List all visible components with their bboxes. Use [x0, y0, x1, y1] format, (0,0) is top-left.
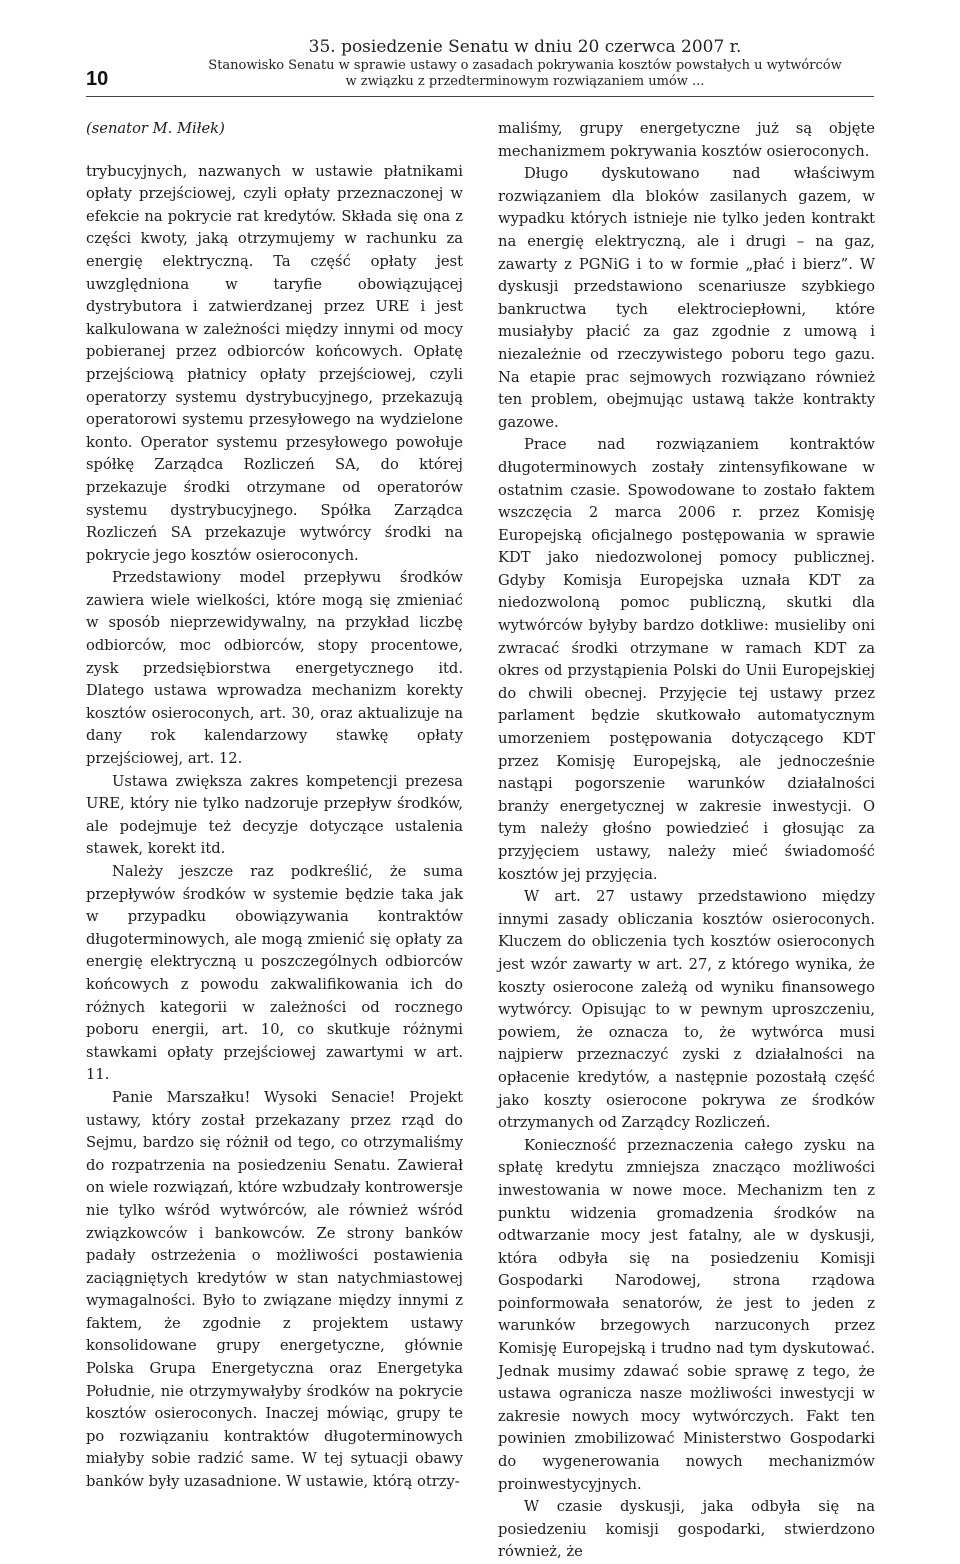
paragraph: Prace nad rozwiązaniem kontraktów długoterminowych zostały zintensyfikowane w ostatnim czasie. Spowodowane to zostało faktem wszczęcia 2 marca 2006 r. przez Komisję Europejską oficjalnego postępowania w sprawie KDT jako niedozwolonej pomocy publicznej. Gdyby Komisja Europejska uznała KDT za niedozwoloną pomoc publiczną, skutki dla wytwórców byłyby bardzo dotkliwe: musieliby oni zwracać środki otrzymane w ramach KDT za okres od przystąpienia Polski do Unii Europejskiej do chwili obecnej. Przyjęcie tej ustawy przez parlament będzie skutkowało automatycznym umorzeniem postępowania dotyczącego KDT przez Komisję Europejską, ale jednocześnie nastąpi pogorszenie warunków działalności branży energetycznej w zakresie inwestycji. O tym należy głośno powiedzieć i głosując za przyjęciem ustawy, należy mieć świadomość kosztów jej przyjęcia.	[498, 436, 875, 883]
speaker-label: (senator M. Miłek)	[86, 120, 225, 137]
paragraph: trybucyjnych, nazwanych w ustawie płatnikami opłaty przejściowej, czyli opłaty przeznaczonej w efekcie na pokrycie rat kredytów. Składa się ona z części kwoty, jaką otrzymujemy w rachunku za energię elektryczną. Ta część opłaty jest uwzględniona w taryfie obowiązującej dystrybutora i zatwierdzanej przez URE i jest kalkulowana w zależności między innymi od mocy pobieranej przez odbiorców końcowych. Opłatę przejściową płatnicy opłaty przejściowej, czyli operatorzy systemu dystrybucyjnego, przekazują operatorowi systemu przesyłowego na wydzielone konto. Operator systemu przesyłowego powołuje spółkę Zarządca Rozliczeń SA, do której przekazuje środki otrzymane od operatorów systemu dystrybucyjnego. Spółka Zarządca Rozliczeń SA przekazuje wytwórcy środki na pokrycie jego kosztów osieroconych.	[86, 162, 463, 564]
paragraph: Przedstawiony model przepływu środków zawiera wiele wielkości, które mogą się zmieniać w sposób nieprzewidywalny, na przykład liczbę odbiorców, moc odbiorców, stopy procentowe, zysk przedsiębiorstwa energetycznego itd. Dlatego ustawa wprowadza mechanizm korekty kosztów osieroconych, art. 30, oraz aktualizuje na dany rok kalendarzowy stawkę opłaty przejściowej, art. 12.	[86, 569, 463, 768]
paragraph: Długo dyskutowano nad właściwym rozwiązaniem dla bloków zasilanych gazem, w wypadku których istnieje nie tylko jeden kontrakt na energię elektryczną, ale i drugi – na gaz, zawarty z PGNiG i to w formie „płać i bierz”. W dyskusji przedstawiono scenariusze szybkiego bankructwa tych elektrociepłowni, które musiałyby płacić za gaz zgodnie z umową i niezależnie od rzeczywistego poboru tego gazu. Na etapie prac sejmowych rozwiązano również ten problem, obejmując ustawą także kontrakty gazowe.	[498, 165, 875, 431]
paragraph: Należy jeszcze raz podkreślić, że suma przepływów środków w systemie będzie taka jak w przypadku obowiązywania kontraktów długoterminowych, ale mogą zmienić się opłaty za energię elektryczną u poszczególnych odbiorców końcowych z powodu zakwalifikowania ich do różnych kategorii w zależności od rocznego poboru energii, art. 10, co skutkuje różnymi stawkami opłaty przejściowej zawartymi w art. 11.	[86, 863, 463, 1084]
header-subtitle-line2: w związku z przedterminowym rozwiązaniem umów ...	[345, 74, 705, 89]
paragraph: Panie Marszałku! Wysoki Senacie! Projekt ustawy, który został przekazany przez rząd do Sejmu, bardzo się różnił od tego, co otrzymaliśmy do rozpatrzenia na posiedzeniu Senatu. Zawierał on wiele rozwiązań, które wzbudzały kontrowersje nie tylko wśród wytwórców, ale również wśród związkowców i bankowców. Ze strony banków padały ostrzeżenia o możliwości postawienia zaciągniętych kredytów w stan natychmiastowej wymagalności. Było to związane między innymi z faktem, że zgodnie z projektem ustawy konsolidowane grupy energetyczne, głównie Polska Grupa Energetyczna oraz Energetyka Południe, nie otrzymywałyby środków na pokrycie kosztów osieroconych. Inaczej mówiąc, grupy te po rozwiązaniu kontraktów długoterminowych miałyby sobie radzić same. W tej sytuacji obawy banków były uzasadnione. W ustawie, którą otrzy-	[86, 1088, 463, 1491]
page-number: 10	[86, 68, 109, 90]
right-column	[498, 118, 875, 1561]
header-title: 35. posiedzenie Senatu w dniu 20 czerwca 2007 r.	[308, 37, 742, 57]
running-header	[130, 36, 920, 90]
left-column	[86, 118, 463, 1491]
paragraph: Ustawa zwiększa zakres kompetencji prezesa URE, który nie tylko nadzoruje przepływ środków, ale podejmuje też decyzje dotyczące ustalenia stawek, korekt itd.	[86, 772, 463, 858]
paragraph: W czasie dyskusji, jaka odbyła się na posiedzeniu komisji gospodarki, stwierdzono również, że	[498, 1498, 875, 1561]
header-subtitle-line1: Stanowisko Senatu w sprawie ustawy o zasadach pokrywania kosztów powstałych u wytwórców	[208, 58, 842, 73]
paragraph: maliśmy, grupy energetyczne już są objęte mechanizmem pokrywania kosztów osieroconych.	[498, 120, 875, 160]
header-rule	[86, 96, 874, 97]
paragraph: W art. 27 ustawy przedstawiono między innymi zasady obliczania kosztów osieroconych. Kluczem do obliczenia tych kosztów osieroconych jest wzór zawarty w art. 27, z którego wynika, że koszty osierocone zależą od wyniku finansowego wytwórcy. Opisując to w pewnym uproszczeniu, powiem, że oznacza to, że wytwórca musi najpierw przeznaczyć zyski z działalności na opłacenie kredytów, a następnie pozostałą część jako koszty osierocone pokrywa ze środków otrzymanych od Zarządcy Rozliczeń.	[498, 888, 875, 1132]
paragraph: Konieczność przeznaczenia całego zysku na spłatę kredytu zmniejsza znacząco możliwości inwestowania w nowe moce. Mechanizm ten z punktu widzenia gromadzenia środków na odtwarzanie mocy jest fatalny, ale w dyskusji, która odbyła się na posiedzeniu Komisji Gospodarki Narodowej, strona rządowa poinformowała senatorów, że jest to jeden z warunków brzegowych narzuconych przez Komisję Europejską i trudno nad tym dyskutować. Jednak musimy zdawać sobie sprawę z tego, że ustawa ogranicza nasze możliwości inwestycji w zakresie nowych mocy wytwórczych. Fakt ten powinien zmobilizować Ministerstwo Gospodarki do wygenerowania nowych mechanizmów proinwestycyjnych.	[498, 1136, 875, 1493]
